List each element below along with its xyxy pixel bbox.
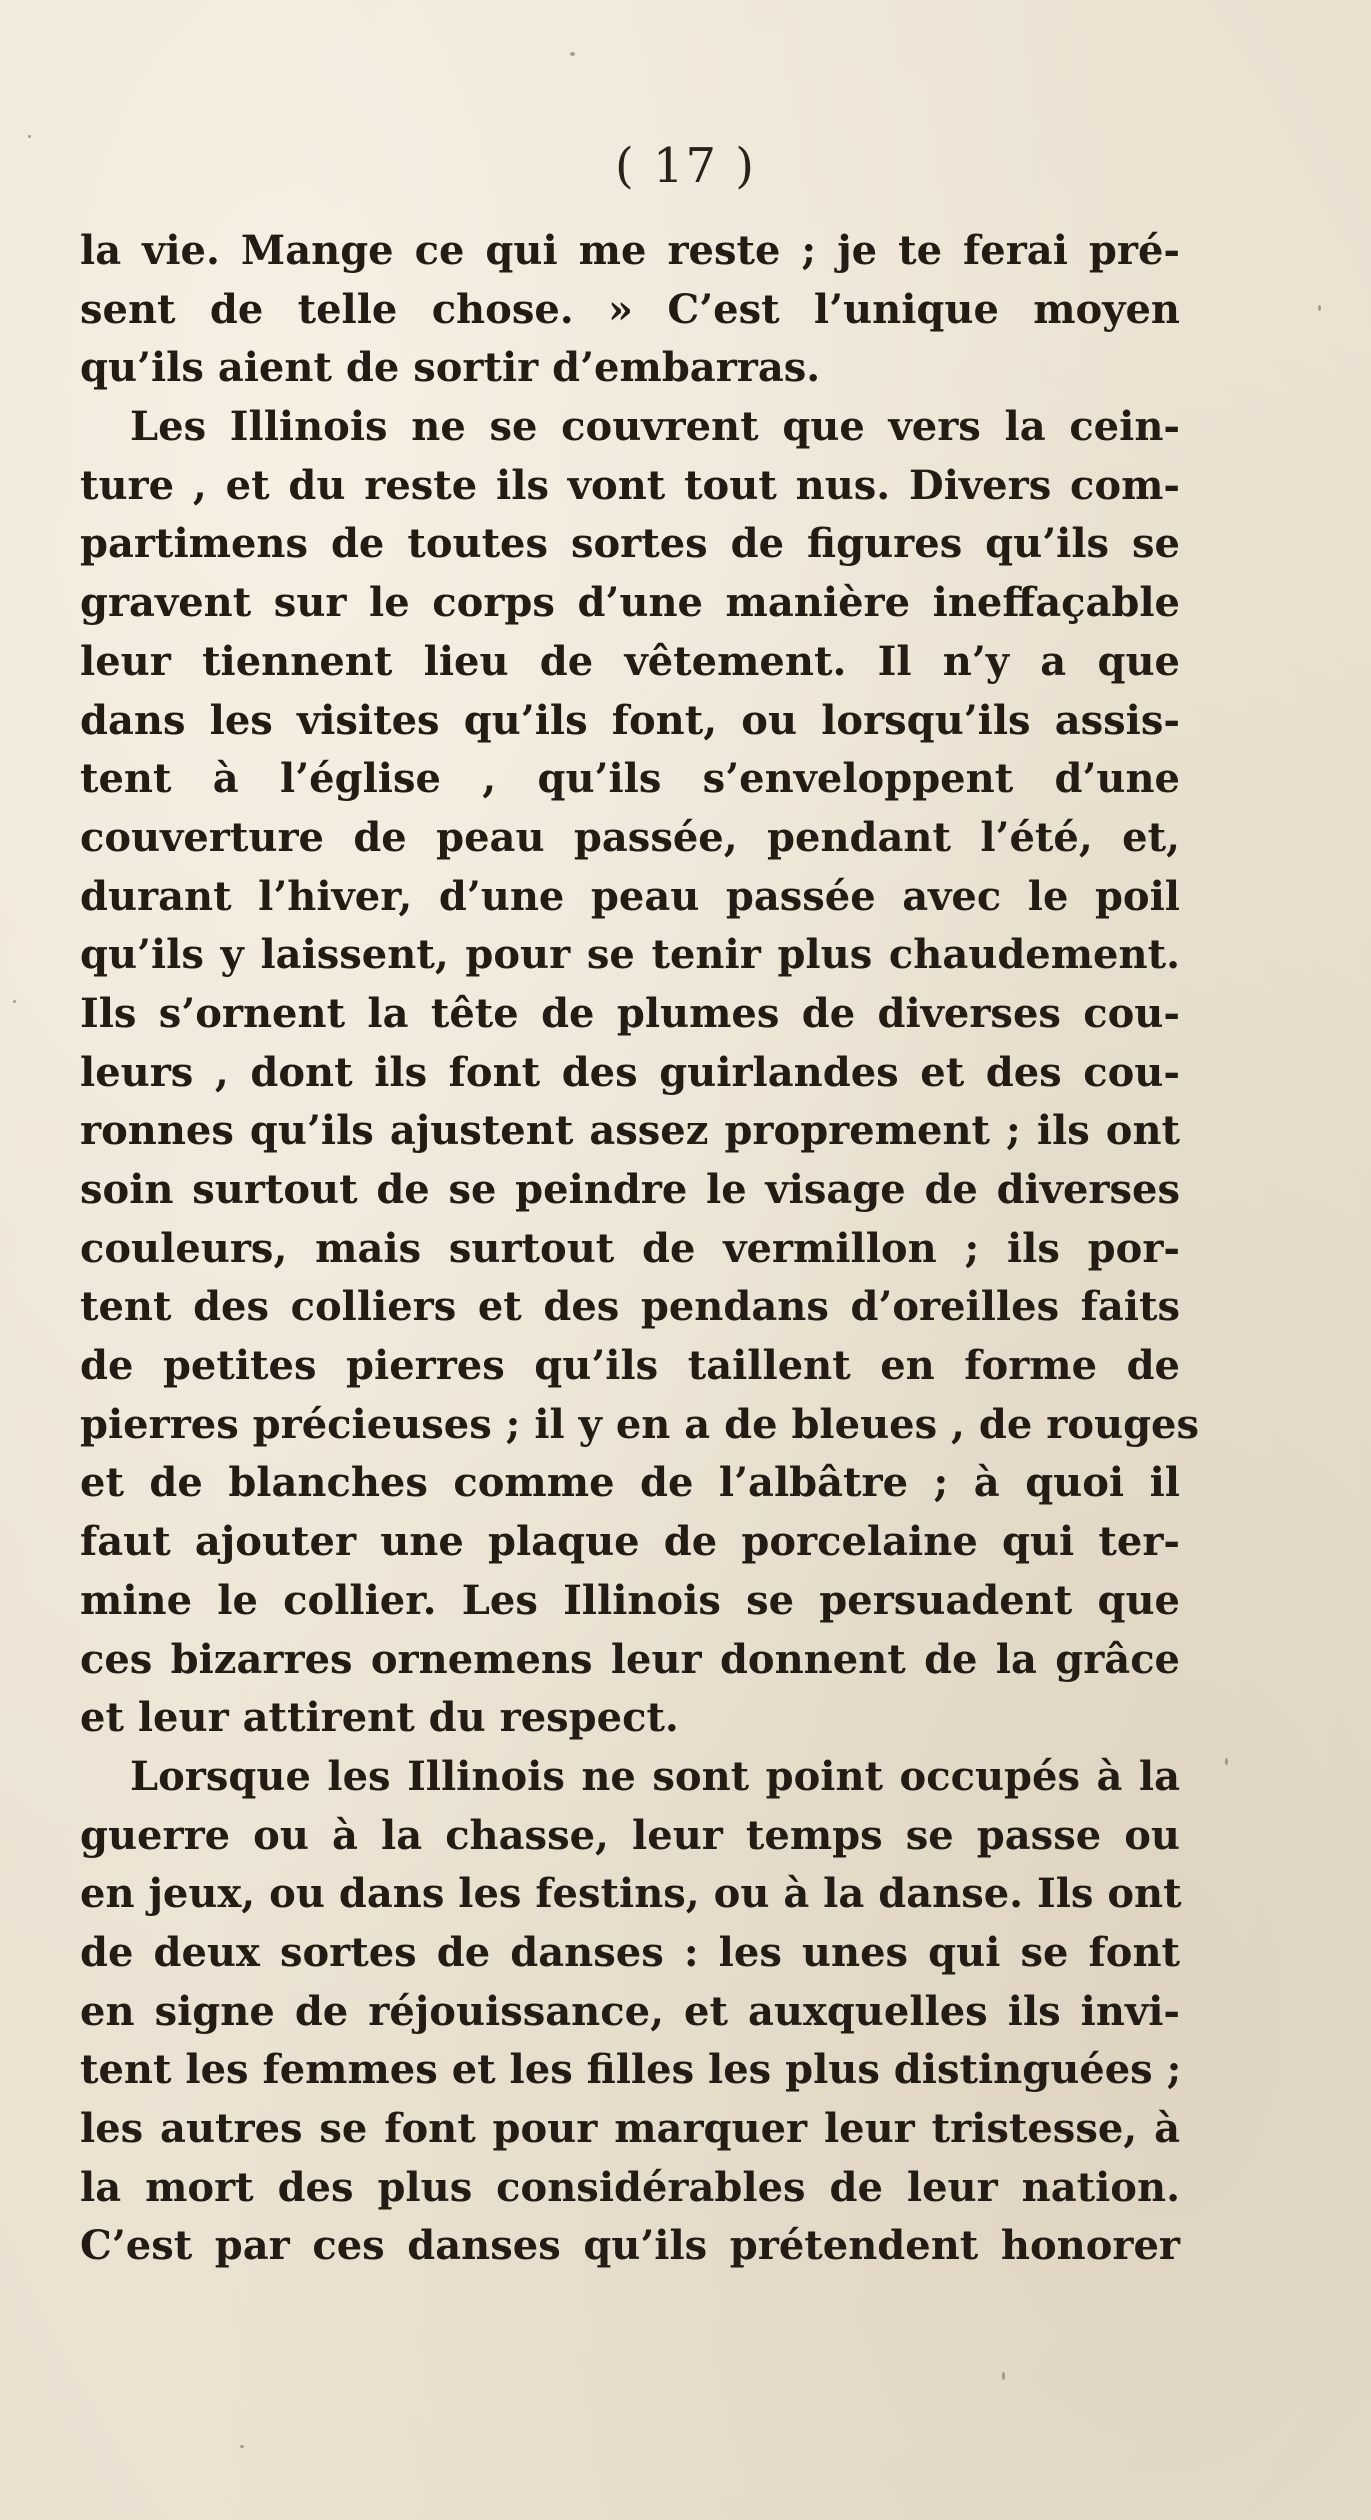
- text-line: tent à l’église , qu’ils s’enveloppent d’une: [80, 755, 1180, 803]
- text-line: la mort des plus considérables de leur nation.: [80, 2163, 1180, 2211]
- paper-speck: [240, 2445, 244, 2448]
- text-line: ronnes qu’ils ajustent assez proprement ; ils ont: [80, 1107, 1180, 1155]
- text-line: partimens de toutes sortes de figures qu’ils se: [80, 520, 1180, 568]
- text-line: ces bizarres ornemens leur donnent de la grâce: [80, 1635, 1180, 1683]
- text-line: Lorsque les Illinois ne sont point occupés à la: [130, 1752, 1180, 1800]
- text-line: Les Illinois ne se couvrent que vers la cein-: [130, 403, 1180, 451]
- paper-speck: [13, 1000, 16, 1003]
- text-line: pierres précieuses ; il y en a de bleues , de rouges: [80, 1400, 1200, 1448]
- text-line: de petites pierres qu’ils taillent en forme de: [80, 1342, 1180, 1390]
- text-line: ture , et du reste ils vont tout nus. Divers com-: [80, 461, 1180, 509]
- text-line: faut ajouter une plaque de porcelaine qui ter-: [80, 1518, 1180, 1566]
- paper-speck: [1002, 2372, 1005, 2380]
- text-line: leurs , dont ils font des guirlandes et des cou-: [80, 1048, 1180, 1096]
- text-line: C’est par ces danses qu’ils prétendent honorer: [80, 2222, 1180, 2270]
- text-line: de deux sortes de danses : les unes qui se font: [80, 1928, 1180, 1976]
- text-line: en signe de réjouissance, et auxquelles ils invi-: [80, 1987, 1180, 2035]
- text-line: et leur attirent du respect.: [80, 1694, 679, 1742]
- text-line: couverture de peau passée, pendant l’été, et,: [80, 813, 1180, 861]
- text-line: durant l’hiver, d’une peau passée avec le poil: [80, 872, 1180, 920]
- text-line: la vie. Mange ce qui me reste ; je te ferai pré-: [80, 227, 1180, 274]
- paper-speck: [1225, 1758, 1228, 1765]
- text-line: mine le collier. Les Illinois se persuadent que: [80, 1576, 1180, 1624]
- text-line: gravent sur le corps d’une manière ineffaçable: [80, 579, 1180, 627]
- text-line: les autres se font pour marquer leur tristesse, à: [80, 2105, 1180, 2152]
- text-line: dans les visites qu’ils font, ou lorsqu’ils assis-: [80, 696, 1180, 744]
- paper-speck: [570, 52, 575, 56]
- text-line: en jeux, ou dans les festins, ou à la danse. Ils ont: [80, 1870, 1182, 1918]
- text-line: tent les femmes et les filles les plus distinguées ;: [80, 2046, 1182, 2094]
- text-line: qu’ils y laissent, pour se tenir plus chaudement.: [80, 931, 1180, 979]
- text-line: Ils s’ornent la tête de plumes de diverses cou-: [80, 989, 1180, 1037]
- text-line: tent des colliers et des pendans d’oreilles faits: [80, 1283, 1180, 1331]
- text-line: leur tiennent lieu de vêtement. Il n’y a que: [80, 637, 1180, 685]
- text-line: couleurs, mais surtout de vermillon ; ils por-: [80, 1224, 1180, 1272]
- text-line: sent de telle chose. » C’est l’unique moyen: [80, 285, 1180, 333]
- body-text: [80, 222, 1200, 2276]
- text-line: qu’ils aient de sortir d’embarras.: [80, 344, 821, 392]
- paper-speck: [1318, 305, 1321, 311]
- page-number: ( 17 ): [614, 138, 757, 194]
- text-line: et de blanches comme de l’albâtre ; à quoi il: [80, 1459, 1180, 1507]
- text-line: soin surtout de se peindre le visage de diverses: [80, 1166, 1180, 1213]
- text-line: guerre ou à la chasse, leur temps se passe ou: [80, 1811, 1180, 1859]
